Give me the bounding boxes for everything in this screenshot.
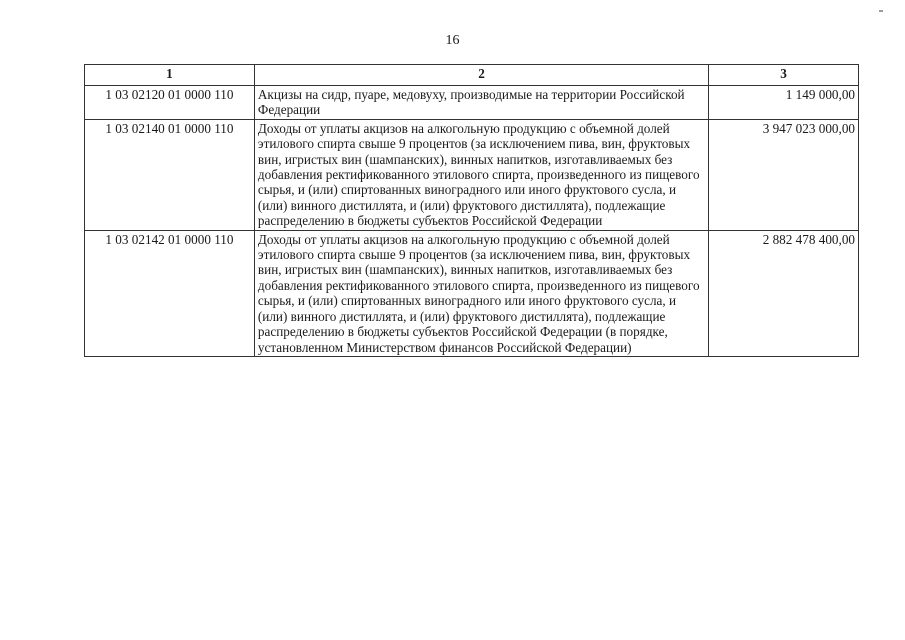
amount-value: 3 947 023 000,00 xyxy=(709,119,859,230)
table-row xyxy=(85,230,859,356)
column-header-3: 3 xyxy=(709,65,859,86)
budget-code: 1 03 02120 01 0000 110 xyxy=(85,86,255,120)
budget-code: 1 03 02140 01 0000 110 xyxy=(85,119,255,230)
revenue-table xyxy=(84,64,859,357)
table-row xyxy=(85,86,859,120)
scan-mark xyxy=(879,10,883,12)
amount-value: 1 149 000,00 xyxy=(709,86,859,120)
revenue-description: Акцизы на сидр, пуаре, медовуху, производимые на территории Российской Федерации xyxy=(254,86,708,120)
table-row xyxy=(85,119,859,230)
page-number: 16 xyxy=(445,33,460,48)
revenue-description: Доходы от уплаты акцизов на алкогольную продукцию с объемной долей этилового спирта свыше 9 процентов (за исключением пива, вин, фруктовых вин, игристых вин (шампанских), винных напитков, изготавливаемых без добавления ректификованного этилового спирта, произведенного из пищевого сырья, и (или) спиртованных виноградного или иного фруктового сусла, и (или) винного дистиллята, и (или) фруктового дистиллята), подлежащие распределению в бюджеты субъектов Российской Федерации xyxy=(254,119,708,230)
budget-code: 1 03 02142 01 0000 110 xyxy=(85,230,255,356)
column-header-1: 1 xyxy=(85,65,255,86)
amount-value: 2 882 478 400,00 xyxy=(709,230,859,356)
revenue-description: Доходы от уплаты акцизов на алкогольную продукцию с объемной долей этилового спирта свыше 9 процентов (за исключением пива, вин, фруктовых вин, игристых вин (шампанских), винных напитков, изготавливаемых без добавления ректификованного этилового спирта, произведенного из пищевого сырья, и (или) спиртованных виноградного или иного фруктового сусла, и (или) винного дистиллята, и (или) фруктового дистиллята), подлежащие распределению в бюджеты субъектов Российской Федерации (в порядке, установленном Министерством финансов Российской Федерации) xyxy=(254,230,708,356)
table-header-row xyxy=(85,65,859,86)
column-header-2: 2 xyxy=(254,65,708,86)
